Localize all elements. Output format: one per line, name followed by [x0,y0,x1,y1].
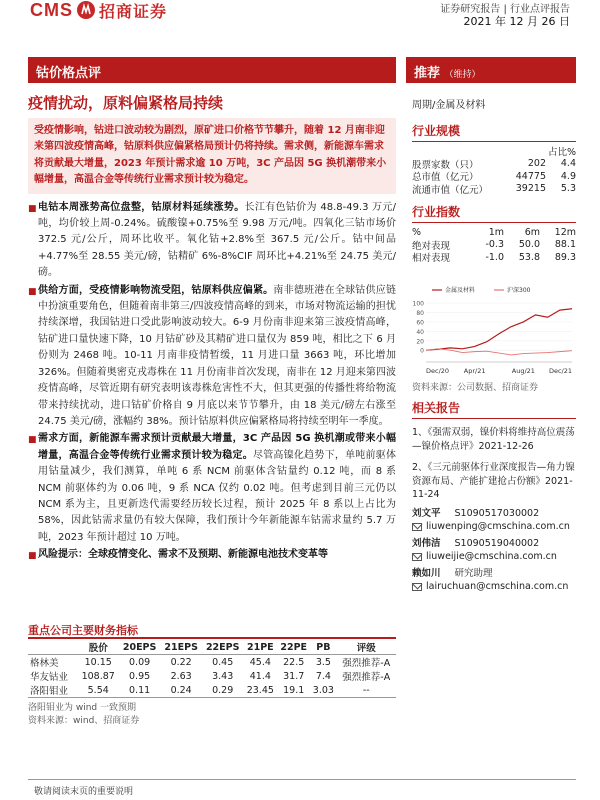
table-header: 22PE [277,640,310,655]
company-logo [30,0,167,20]
fin-table-title: 重点公司主要财务指标 [28,624,138,637]
analyst-name: 刘文平 [412,508,441,519]
analyst-id: S1090519040002 [454,538,540,549]
bullet-heading: 风险提示：全球疫情变化、需求不及预期、新能源电池技术变革等 [38,549,328,561]
analyst-email-line[interactable] [412,551,557,562]
table-header: 20EPS [119,640,161,655]
table-cell: 3.5 [315,656,331,668]
industry-scale-header [412,145,576,158]
fin-table-rule [28,637,396,639]
table-row [412,170,576,183]
chart-ytick-label: 0 [420,347,424,355]
related-report-item[interactable] [412,461,576,502]
index-header: % [412,226,422,238]
related-report-date: 2021-11-24 [412,475,573,500]
table-header-row [412,226,576,239]
table-cell: 0.29 [202,683,244,698]
table-cell: 31.7 [283,670,305,682]
bullet-item [28,283,396,431]
chart-series-line [426,349,572,355]
industry-index-title: 行业指数 [412,203,576,223]
industry-scale-section [412,122,576,195]
bullet-text: 尽管高镍化趋势下，单吨前驱体用钴量减少，我们测算，单吨 6 系 NCM 前驱体含钴量约 0.12 吨，而 8 系 NCM 前驱体约为 0.06 吨，9 系 NCA 仅约 0.02 吨。但考虑到目前三元仍以 NCM 系为主，且更新迭代需要经历较长过程，预计 2025 年 8 系以上占比为 58%，因此钴需求量仍有较大保障，我们预计今年新能源车钴需求量约 5.7 万吨，2023 年预计超过 10 万吨。 [38,449,397,543]
chart-xtick-label: Dec/20 [426,367,450,375]
row-pct: 4.4 [560,158,576,170]
section-title: 钴价格点评 [36,66,102,81]
bullet-item [28,431,396,546]
industry-scale-table [412,145,576,195]
logo-mark-icon [77,1,95,19]
row-value: 53.8 [518,251,540,263]
bullet-text: 南非德班港在全球钴供应链中扮演重要角色，但随着南非第三/四波疫情高峰的到来，市场对物流运输的担忧持续深增，我国钴进口受此影响波动较大。6-9 月份南非迎来第三波疫情高峰，钴矿进口量快速下降，10 月钴矿砂及其精矿进口量仅为 859 吨，相比之下 6 月份则为 2468 吨。10-11 月南非疫情暂缓，11 月进口量 3663 吨，环比增加 326%。但随着奥密克戎毒株在 11 月份南非首次发现，南非在 12 月迎来第四波疫情高峰，尽管近期有研究表明该毒株危害性不大，但其更强的传播性将给物流带来持续扰动，进口钴矿价格自 9 月底以来节节攀升，由 18 美元/磅左右涨至 24.75 美元/磅，涨幅约 38%。预计钴原料供应偏紧格局将持续至明年一季度。 [38,284,397,427]
table-cell: 3.03 [310,683,336,698]
table-cell: 洛阳钼业 [28,683,78,698]
analyst-line [412,565,493,579]
table-cell: 3.43 [212,670,234,682]
table-cell: 108.87 [81,670,115,682]
fin-table-note: 洛阳钼业为 wind 一致预期 [28,703,137,713]
chart-ytick-label: 80 [416,310,424,317]
row-value: -1.0 [485,251,504,263]
table-cell: 41.4 [249,670,271,682]
rating-bar [406,57,576,83]
fin-table-source: 资料来源：wind、招商证券 [28,716,140,726]
bullet-text: 长江有色钴价为 48.8-49.3 万元/吨，均价较上周-0.24%。硫酸镍+0.75%至 9.98 万元/吨。四氧化三钴市场价 372.5 元/公斤，周环比收平。氧化钴+2.8%至 367.5 元/公斤。钴中间品+4.77%至 28.55 美元/磅，钴精矿 6%-8%CIF 周环比+4.21%至 24.75 美元/磅。 [38,201,397,279]
row-value: 89.3 [554,251,576,263]
table-header: 21PE [243,640,277,655]
analyst-id: S1090517030002 [454,508,540,519]
chart-ytick-label: 20 [416,338,424,346]
chart-xtick-label: Apr/21 [463,367,486,375]
main-content [28,118,396,566]
table-cell: 0.24 [160,683,202,698]
table-cell: 0.09 [129,656,151,668]
row-value: 202 [527,158,546,170]
report-date: 2021 年 12 月 26 日 [463,15,570,28]
table-header: 22EPS [202,640,244,655]
footer-rule [28,779,576,780]
related-reports-section [412,399,576,502]
row-pct: 4.9 [560,170,576,182]
email-icon [412,583,422,591]
table-header-row [28,640,396,655]
chart-series-line [426,309,572,350]
email-icon [412,553,422,561]
logo-text-zh: 招商证券 [99,1,168,21]
bullet-heading: 供给方面，受疫情影响物流受阻，钴原料供应偏紧。 [38,284,274,296]
row-value: 39215 [515,183,546,195]
report-headline: 疫情扰动，原料偏紧格局持续 [28,94,224,112]
chart-legend-label: 金属及材料 [445,287,476,294]
row-value: 44775 [515,170,546,182]
table-header: 评级 [336,640,396,655]
row-pct: 5.3 [560,183,576,195]
chart-xtick-label: Dec/21 [548,367,572,375]
table-row [412,183,576,196]
row-label: 流通市值（亿元） [412,184,489,196]
analyst-id: 研究助理 [454,568,493,579]
table-cell: 0.45 [212,656,234,668]
analyst-email-line[interactable] [412,581,568,592]
bullet-square-icon: ■ [28,203,37,214]
table-cell: 10.15 [84,656,112,668]
email-icon [412,523,422,531]
index-chart-svg [412,284,576,376]
chart-ytick-label: 100 [412,300,424,308]
industry-scale-title: 行业规模 [412,122,576,142]
table-cell: 2.63 [170,670,192,682]
bullet-list [28,200,396,565]
bullet-heading: 电钴本周涨势高位盘整，钴原材料延续涨势。 [38,201,245,213]
table-header: 21EPS [160,640,202,655]
industry-label: 周期/金属及材料 [412,100,486,111]
bullet-square-icon: ■ [28,286,37,297]
rating-label: 推荐 [414,66,441,81]
row-label: 总市值（亿元） [412,172,479,184]
table-cell: 强烈推荐-A [342,672,391,683]
table-header: PB [310,640,336,655]
financial-table [28,640,396,698]
analyst-name: 刘伟洁 [412,538,441,549]
index-header: 6m [524,226,540,238]
index-header: 1m [488,226,504,238]
table-cell: 23.45 [243,683,277,698]
analyst-name: 赖如川 [412,568,441,579]
footer-note: 敬请阅读末页的重要说明 [34,787,134,797]
report-type: 证券研究报告 | 行业点评报告 [440,4,570,15]
analyst-line [412,505,539,519]
related-report-text: 2、《三元前驱体行业深度报告—角力镍资源布局、产能扩建抢占份额》 [412,462,575,487]
table-cell: 7.4 [315,670,331,682]
table-row [28,669,396,683]
industry-index-section [412,203,576,264]
table-cell: 强烈推荐-A [342,658,391,669]
bullet-item [28,200,396,282]
analyst-email[interactable]: liuweijie@cmschina.com.cn [426,551,557,562]
table-row [412,239,576,252]
chart-xtick-label: Aug/21 [511,367,535,375]
row-value: 50.0 [518,239,540,251]
bullet-square-icon: ■ [28,435,37,446]
row-value: 88.1 [554,239,576,251]
index-chart [412,284,576,376]
table-cell: 45.4 [249,656,271,668]
table-header: 股价 [78,640,119,655]
table-row [412,158,576,171]
table-cell: 0.95 [129,670,151,682]
chart-legend-label: 沪深300 [507,287,531,294]
table-cell: 19.1 [277,683,310,698]
table-row [28,683,396,698]
table-header [28,640,78,655]
bullet-heading: 需求方面，新能源车需求预计贡献最大增量，3C 产品因 5G 换机潮或带来小幅增量，高温合金等传统行业需求预计较为稳定。 [38,433,396,461]
chart-source: 资料来源：公司数据、招商证券 [412,383,539,393]
row-label: 绝对表现 [412,240,451,252]
related-report-date: 2021-12-26 [478,440,534,452]
bullet-square-icon: ■ [28,551,37,562]
chart-ytick-label: 60 [416,319,424,327]
table-cell: 格林美 [30,658,59,669]
analyst-email[interactable]: liuwenping@cmschina.com.cn [426,521,570,532]
table-cell: 0.22 [170,656,192,668]
row-label: 股票家数（只） [412,159,479,171]
pct-header: 占比% [547,147,576,159]
summary-box: 受疫情影响，钴进口波动较为剧烈，原矿进口价格节节攀升，随着 12 月南非迎来第四波疫情高峰，钴原料供应偏紧格局预计仍将持续。需求侧，新能源车需求将贡献最大增量，2023 年预计需求逾 10 万吨，3C 产品因 5G 换机潮带来小幅增量，高温合金等传统行业需求预计较为稳定。 [28,118,396,194]
row-value: -0.3 [485,239,504,251]
page-header [0,0,600,38]
table-cell: -- [336,683,396,698]
related-report-item[interactable] [412,426,576,453]
table-row [28,655,396,670]
table-cell: 0.11 [119,683,161,698]
analyst-line [412,535,539,549]
section-title-bar [28,57,396,83]
rating-sub: （维持） [444,70,481,80]
table-cell: 华友钴业 [30,672,69,683]
table-cell: 5.54 [78,683,119,698]
related-reports-title: 相关报告 [412,399,576,419]
table-cell: 22.5 [283,656,305,668]
industry-index-table [412,226,576,264]
chart-ytick-label: 40 [416,328,424,336]
index-header: 12m [554,226,576,238]
analyst-email[interactable]: lairuchuan@cmschina.com.cn [426,581,569,592]
related-reports-list [412,426,576,502]
analyst-email-line[interactable] [412,521,570,532]
logo-text-en: CMS [30,0,73,20]
row-label: 相对表现 [412,253,451,265]
table-row [412,251,576,264]
bullet-item [28,547,396,564]
related-report-text: 1、《强需双弱，镍价料将维持高位震荡—镍价格点评》 [412,427,575,452]
